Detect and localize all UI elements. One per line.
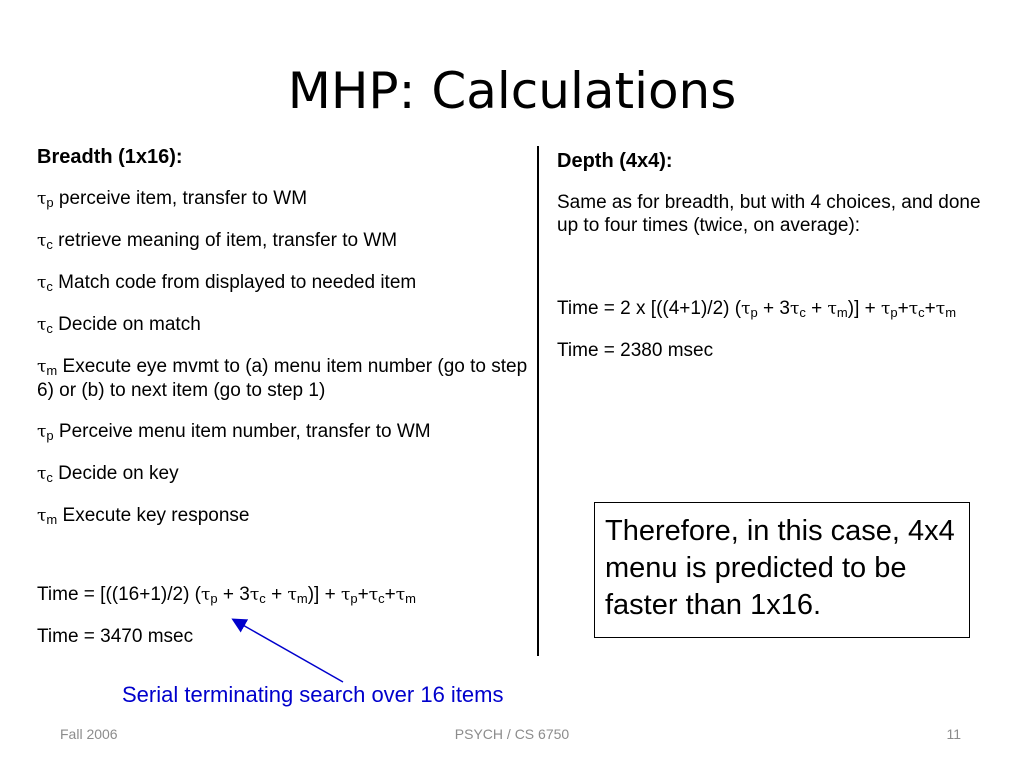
tau-subscript: c: [799, 305, 806, 320]
tau-symbol: τ: [37, 464, 47, 484]
tau-symbol: τ: [37, 357, 47, 377]
formula-text: +: [897, 298, 909, 319]
depth-column: [557, 150, 982, 362]
formula-text: Time = [((16+1)/2) (: [37, 584, 202, 605]
tau-symbol: τ: [340, 585, 351, 605]
tau-subscript: c: [46, 237, 53, 252]
column-divider: [537, 146, 539, 656]
footer-date: Fall 2006: [60, 726, 118, 742]
depth-heading: Depth (4x4):: [557, 150, 673, 172]
tau-subscript: c: [378, 591, 385, 606]
footer-page-number: 11: [946, 726, 961, 742]
tau-subscript: p: [890, 305, 898, 320]
formula-text: +: [357, 584, 369, 605]
step-text: Execute eye mvmt to (a) menu item number (go to step 6) or (b) to next item (go to step 1): [37, 356, 528, 401]
step-text: retrieve meaning of item, transfer to WM: [52, 230, 398, 251]
tau-subscript: c: [46, 279, 53, 294]
breadth-heading: Breadth (1x16):: [37, 146, 183, 168]
breadth-result: Time = 3470 msec: [37, 626, 194, 647]
tau-symbol: τ: [789, 299, 800, 319]
breadth-step: [37, 504, 532, 528]
tau-symbol: τ: [249, 585, 260, 605]
formula-text: +: [384, 584, 396, 605]
formula-text: )] +: [307, 584, 341, 605]
tau-symbol: τ: [287, 585, 297, 605]
step-text: Perceive menu item number, transfer to WM: [53, 421, 431, 442]
step-text: Decide on match: [52, 314, 201, 335]
step-text: perceive item, transfer to WM: [53, 188, 308, 209]
formula-text: )] +: [847, 298, 882, 319]
breadth-steps: [37, 187, 532, 528]
tau-symbol: τ: [908, 299, 919, 319]
tau-symbol: τ: [37, 422, 47, 442]
tau-subscript: m: [46, 363, 58, 378]
breadth-step: [37, 462, 532, 486]
tau-subscript: p: [210, 591, 218, 606]
slide-title: MHP: Calculations: [287, 62, 737, 120]
tau-subscript: p: [750, 305, 758, 320]
tau-symbol: τ: [37, 506, 47, 526]
depth-result: Time = 2380 msec: [557, 340, 714, 361]
tau-symbol: τ: [827, 299, 837, 319]
tau-subscript: m: [46, 512, 58, 527]
step-text: Match code from displayed to needed item: [52, 272, 417, 293]
annotation-text: Serial terminating search over 16 items: [122, 682, 504, 707]
tau-subscript: m: [945, 305, 957, 320]
breadth-column: [37, 146, 532, 648]
tau-symbol: τ: [37, 315, 47, 335]
tau-subscript: c: [46, 321, 53, 336]
formula-text: Time = 2 x [((4+1)/2) (: [557, 298, 742, 319]
breadth-step: [37, 229, 532, 253]
tau-subscript: c: [46, 470, 53, 485]
breadth-formula: [37, 583, 532, 607]
formula-text: +: [924, 298, 936, 319]
step-text: Decide on key: [52, 463, 179, 484]
tau-subscript: p: [350, 591, 358, 606]
tau-symbol: τ: [368, 585, 379, 605]
depth-formula: [557, 297, 982, 321]
tau-symbol: τ: [741, 299, 751, 319]
tau-subscript: p: [46, 195, 54, 210]
tau-subscript: p: [46, 428, 54, 443]
breadth-step: [37, 313, 532, 337]
tau-subscript: c: [918, 305, 925, 320]
tau-symbol: τ: [37, 189, 47, 209]
tau-subscript: m: [296, 591, 308, 606]
tau-symbol: τ: [37, 273, 47, 293]
breadth-step: [37, 355, 532, 402]
tau-symbol: τ: [201, 585, 211, 605]
footer-course: PSYCH / CS 6750: [454, 726, 570, 742]
tau-symbol: τ: [395, 585, 406, 605]
conclusion-box: Therefore, in this case, 4x4 menu is predicted to be faster than 1x16.: [594, 502, 970, 638]
formula-text: +: [805, 298, 828, 319]
breadth-step: [37, 271, 532, 295]
tau-symbol: τ: [37, 231, 47, 251]
tau-subscript: m: [836, 305, 848, 320]
formula-text: + 3: [217, 584, 250, 605]
breadth-step: [37, 187, 532, 211]
step-text: Execute key response: [57, 505, 250, 526]
breadth-step: [37, 420, 532, 444]
depth-description: Same as for breadth, but with 4 choices, and done up to four times (twice, on average):: [557, 192, 981, 236]
formula-text: +: [265, 584, 288, 605]
tau-symbol: τ: [881, 299, 891, 319]
tau-subscript: c: [259, 591, 266, 606]
formula-text: + 3: [757, 298, 790, 319]
tau-subscript: m: [405, 591, 416, 606]
tau-symbol: τ: [935, 299, 946, 319]
